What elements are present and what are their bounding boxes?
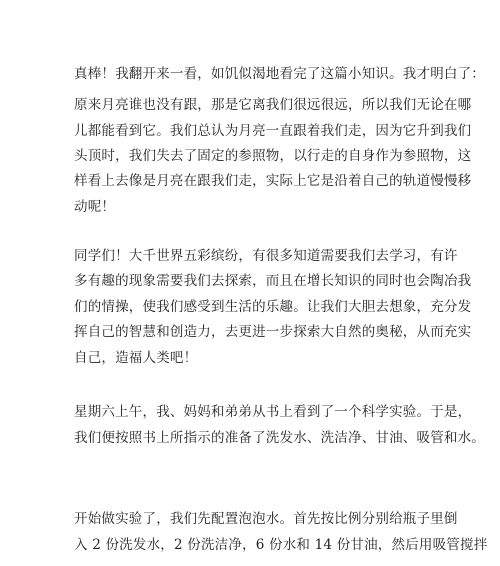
paragraph-1-line-3: 儿都能看到它。我们总认为月亮一直跟着我们走，因为它升到我们 [74, 123, 472, 139]
paragraph-1-line-2: 原来月亮谁也没有跟，那是它离我们很远很远，所以我们无论在哪 [74, 97, 472, 113]
paragraph-2-line-4: 挥自己的智慧和创造力，去更进一步探索大自然的奥秘，从而充实 [74, 324, 472, 340]
paragraph-1-line-6: 动呢！ [74, 199, 116, 215]
paragraph-2-line-5: 自己，造福人类吧！ [74, 350, 198, 366]
paragraph-2-line-3: 们的情操，使我们感受到生活的乐趣。让我们大胆去想象，充分发 [74, 299, 472, 315]
paragraph-4-line-2: 入 2 份洗发水，2 份洗洁净，6 份水和 14 份甘油，然后用吸管搅拌 [74, 537, 488, 553]
paragraph-1-line-4: 头顶时，我们失去了固定的参照物，以行走的自身作为参照物，这 [74, 148, 472, 164]
paragraph-1-line-5: 样看上去像是月亮在跟我们走，实际上它是沿着自己的轨道慢慢移 [74, 173, 472, 189]
paragraph-4-line-1: 开始做实验了，我们先配置泡泡水。首先按比例分别给瓶子里倒 [74, 511, 458, 527]
paragraph-3-line-1: 星期六上午，我、妈妈和弟弟从书上看到了一个科学实验。于是， [74, 404, 472, 420]
paragraph-1-line-1: 真棒！我翻开来一看，如饥似渴地看完了这篇小知识。我才明白了： [74, 66, 485, 82]
paragraph-2-line-2: 多有趣的现象需要我们去探索，而且在增长知识的同时也会陶冶我 [74, 273, 472, 289]
paragraph-2-line-1: 同学们！大千世界五彩缤纷，有很多知道需要我们去学习，有许 [74, 248, 458, 264]
paragraph-3-line-2: 我们便按照书上所指示的准备了洗发水、洗洁净、甘油、吸管和水。 [74, 430, 485, 446]
